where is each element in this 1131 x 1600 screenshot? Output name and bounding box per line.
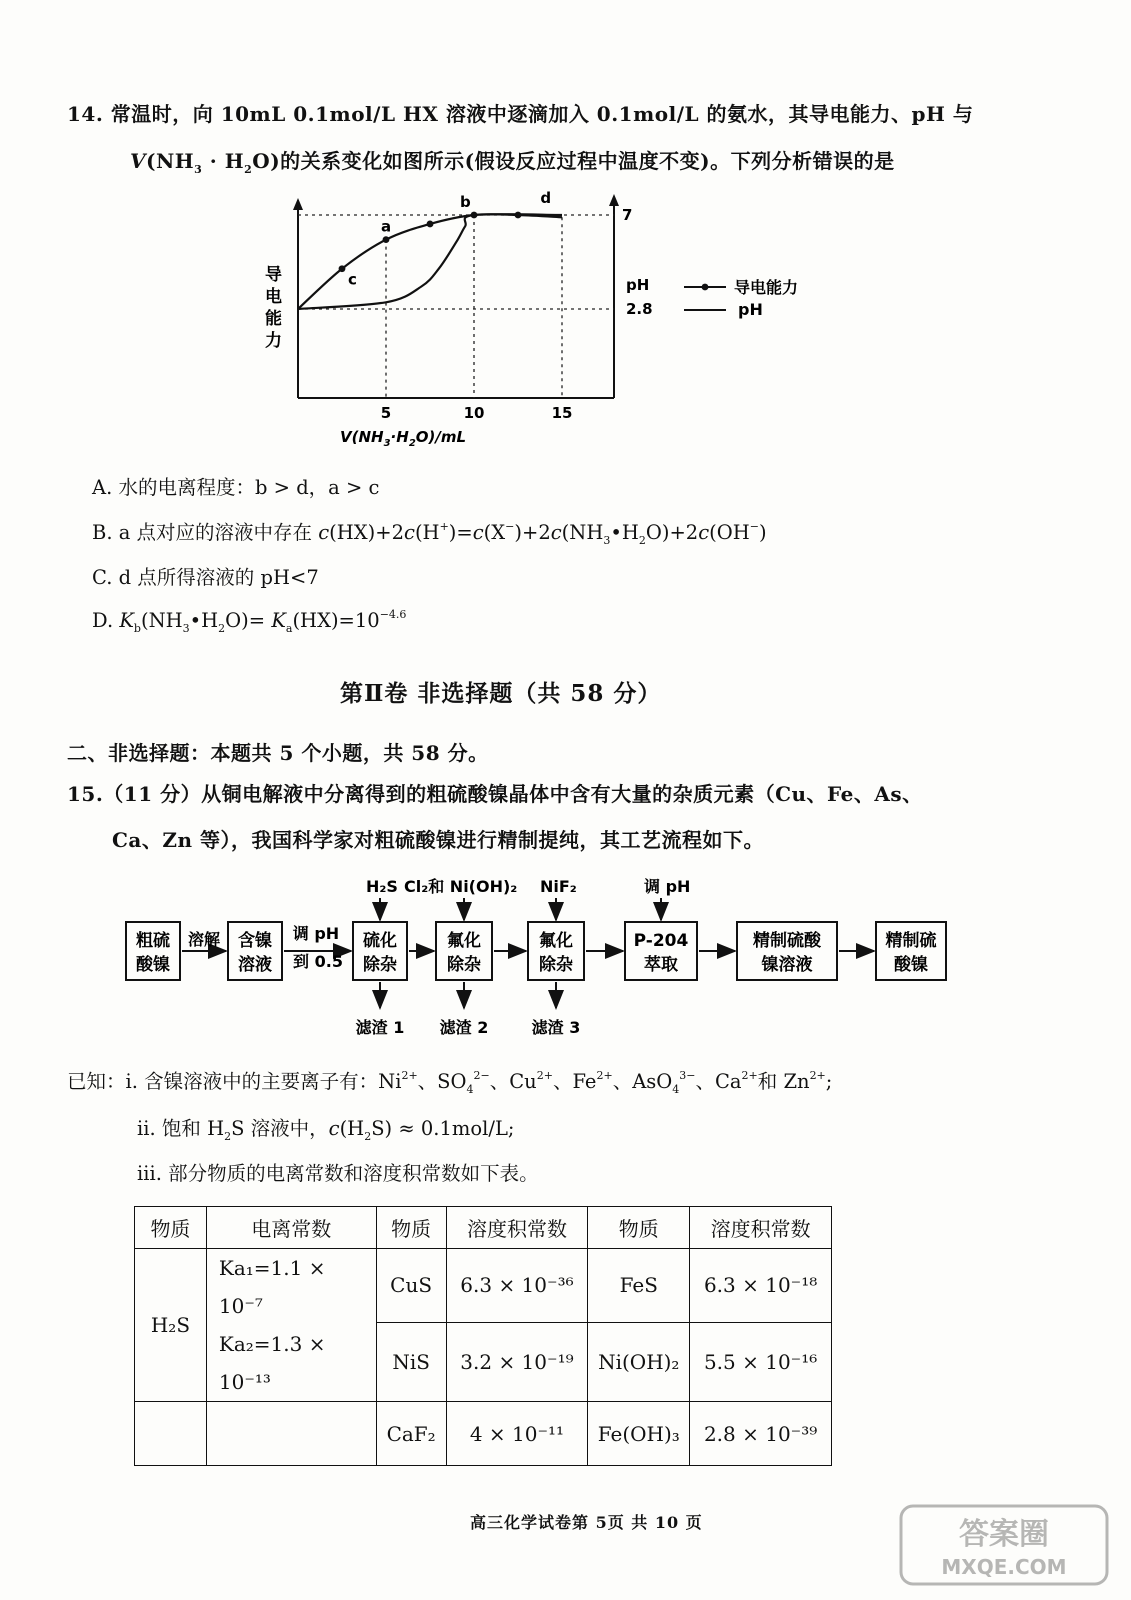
table-row	[135, 1249, 832, 1323]
known-ii: ii. 饱和 $H_2S$ 溶液中，$c(H_2S) \approx 0.1mol/L$;	[137, 1117, 515, 1143]
flow-input-label: NiF₂	[540, 877, 577, 896]
table-header: 溶度积常数	[446, 1207, 588, 1249]
ph-series-line	[298, 214, 562, 309]
page-footer: 高三化学试卷第 5页 共 10 页	[470, 1513, 703, 1532]
table-header: 物质	[588, 1207, 690, 1249]
flow-box-label: 酸镍	[894, 955, 928, 975]
y-axis-label-char: 电	[265, 287, 282, 307]
ka2-value: Ka₂=1.3 × 10⁻¹³	[218, 1332, 326, 1394]
flow-output-label: 滤渣 1	[355, 1018, 405, 1037]
right-axis-arrow	[609, 194, 619, 206]
table-header: 物质	[376, 1207, 446, 1249]
section-header: 二、非选择题：本题共 5 个小题，共 58 分。	[67, 741, 489, 765]
section-title: 第Ⅱ卷 非选择题（共 58 分）	[340, 680, 662, 707]
conductivity-point	[339, 265, 346, 272]
table-cell: 2.8 × 10⁻³⁹	[690, 1402, 832, 1466]
table-cell: CaF₂	[376, 1402, 446, 1466]
table-row	[135, 1402, 832, 1466]
flow-box-label: 氟化	[539, 931, 573, 951]
table-header: 物质	[135, 1207, 207, 1249]
flow-input-label: 调 pH	[644, 877, 691, 896]
x-tick-label: 15	[551, 404, 573, 422]
legend-conductivity-label: 导电能力	[734, 278, 799, 297]
point-label-a: a	[381, 217, 392, 236]
x-tick-label: 10	[463, 404, 485, 422]
flow-box-label: 镍溶液	[761, 955, 813, 975]
conductivity-series-line	[298, 214, 562, 309]
watermark-url: MXQE.COM	[941, 1555, 1067, 1579]
x-axis-label: $V(NH_3\cdot H_2O)/mL$	[340, 428, 467, 449]
option-d: D. $K_b(NH_3•H_2O)= K_a(HX)=10^{-4.6}$	[92, 607, 407, 635]
flow-box-label: P-204	[633, 931, 689, 951]
table-cell: 6.3 × 10⁻³⁶	[446, 1249, 588, 1323]
known-iii: ⅲ. 部分物质的电离常数和溶度积常数如下表。	[137, 1162, 539, 1185]
flow-box-label: 除杂	[363, 955, 397, 975]
conductivity-point	[515, 212, 522, 219]
y-axis-label-char: 力	[265, 331, 282, 351]
conductivity-point	[383, 236, 390, 243]
flow-box-label: 酸镍	[136, 955, 170, 975]
flow-output-label: 滤渣 3	[531, 1018, 581, 1037]
ka1-value: Ka₁=1.1 × 10⁻⁷	[218, 1256, 326, 1318]
table-cell-ka	[206, 1249, 376, 1402]
conductivity-point	[427, 221, 434, 228]
left-axis-arrow	[293, 198, 303, 210]
known-i: 已知：i. 含镍溶液中的主要离子有：$Ni^{2+}$、$SO_4^{2-}$、$Cu^{2+}$、$Fe^{2+}$、AsO$_4^{3-}$、$Ca^{2+}$和 $Zn^{2+}$;	[67, 1068, 833, 1096]
flow-box-label: 溶液	[238, 955, 272, 975]
point-label-b: b	[460, 193, 471, 211]
conductivity-point	[471, 212, 478, 219]
option-a: A. 水的电离程度：b > d，a > c	[92, 476, 380, 499]
table-cell-h2s: H₂S	[135, 1249, 207, 1402]
flow-input-label: Cl₂和 Ni(OH)₂	[404, 877, 518, 896]
flow-box-label: 氟化	[447, 931, 481, 951]
q14-line1: 14. 常温时，向 10mL 0.1mol/L HX 溶液中逐滴加入 0.1mol/L 的氨水，其导电能力、pH 与	[67, 102, 974, 126]
flow-box-label: 精制硫酸	[753, 931, 821, 951]
flow-box-label: 萃取	[644, 955, 678, 975]
flow-box-label: 精制硫	[885, 931, 937, 951]
table-header-row	[135, 1207, 832, 1249]
option-c: C. d 点所得溶液的 pH<7	[92, 566, 319, 589]
table-cell: 5.5 × 10⁻¹⁶	[690, 1322, 832, 1401]
flow-box-label: 含镍	[238, 931, 272, 951]
table-cell	[206, 1402, 376, 1466]
watermark-logo	[899, 1504, 1109, 1586]
flow-arrow-label: 到 0.5	[293, 952, 343, 971]
watermark-title: 答案圈	[959, 1517, 1049, 1552]
right-tick-7: 7	[622, 206, 633, 224]
table-cell	[135, 1402, 207, 1466]
flow-arrow-label: 溶解	[187, 930, 221, 949]
table-cell: 6.3 × 10⁻¹⁸	[690, 1249, 832, 1323]
flow-arrow-label: 调 pH	[292, 924, 340, 943]
y-axis-label-char: 能	[265, 309, 282, 329]
table-cell: Fe(OH)₃	[588, 1402, 690, 1466]
right-tick-28: 2.8	[626, 300, 653, 318]
table-cell: CuS	[376, 1249, 446, 1323]
flow-input-label: H₂S	[366, 877, 398, 896]
constants-table	[134, 1206, 832, 1466]
y-axis-label-char: 导	[265, 265, 282, 285]
table-cell: Ni(OH)₂	[588, 1322, 690, 1401]
x-tick-label: 5	[380, 404, 392, 422]
legend-conductivity-marker	[702, 284, 709, 291]
flow-box-label: 硫化	[363, 931, 397, 951]
table-header: 溶度积常数	[690, 1207, 832, 1249]
q15-line2: Ca、Zn 等），我国科学家对粗硫酸镍进行精制提纯，其工艺流程如下。	[112, 828, 764, 852]
q14-line2: $V(NH_3 \cdot H_2O)$的关系变化如图所示(假设反应过程中温度不变)。下列分析错误的是	[130, 149, 895, 176]
process-flow-diagram	[0, 862, 1131, 1042]
q15-line1: 15.（11 分）从铜电解液中分离得到的粗硫酸镍晶体中含有大量的杂质元素（Cu、Fe、As、	[67, 782, 923, 806]
legend-ph-label: pH	[738, 300, 763, 319]
flow-box-label: 除杂	[447, 955, 481, 975]
table-header: 电离常数	[206, 1207, 376, 1249]
table-cell: NiS	[376, 1322, 446, 1401]
right-axis-label: pH	[626, 276, 650, 294]
table-cell: FeS	[588, 1249, 690, 1323]
flow-output-label: 滤渣 2	[439, 1018, 489, 1037]
flow-box-label: 除杂	[539, 955, 573, 975]
table-cell: 4 × 10⁻¹¹	[446, 1402, 588, 1466]
option-b: B. a 点对应的溶液中存在 $c(HX)+2c(H^+)=c(X^-)+2c(NH_3•H_2O)+2c(OH^-)$	[92, 519, 767, 547]
table-cell: 3.2 × 10⁻¹⁹	[446, 1322, 588, 1401]
flow-box-label: 粗硫	[136, 931, 170, 951]
point-label-d: d	[540, 189, 552, 207]
point-label-c: c	[348, 270, 357, 289]
